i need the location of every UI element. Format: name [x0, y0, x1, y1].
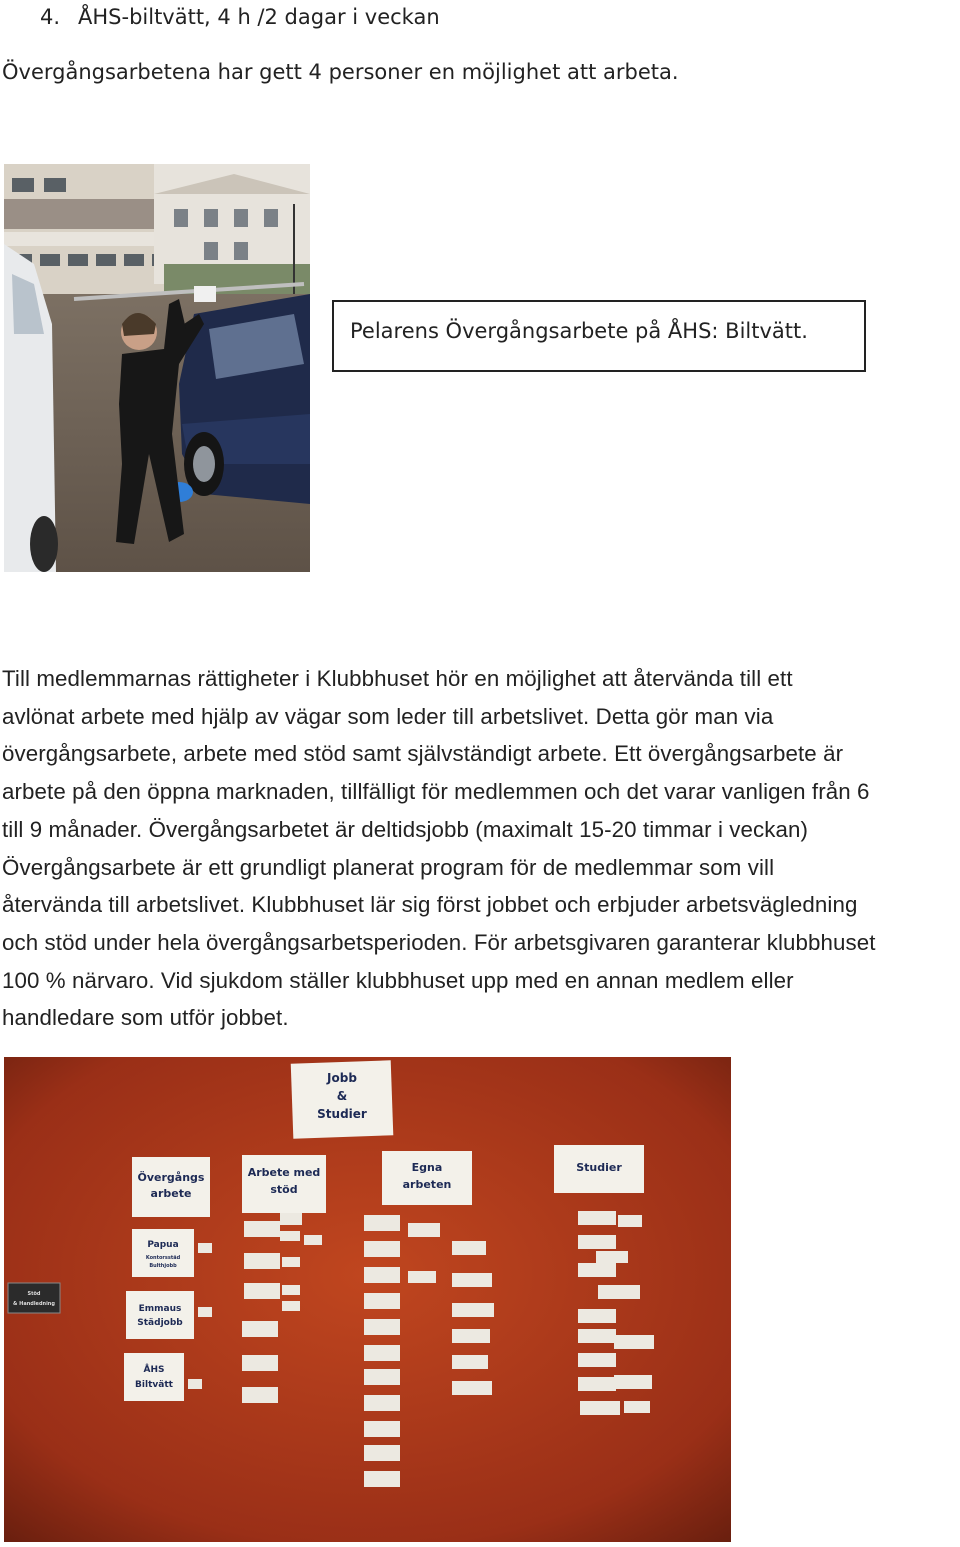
photo-caption-box: [332, 300, 866, 372]
board-card-line: Egna: [411, 1161, 443, 1174]
wall-board-photo: [4, 1057, 731, 1542]
paragraph-line: återvända till arbetslivet. Klubbhuset lär sig först jobbet och erbjuder arbetsvägledning: [2, 892, 858, 918]
board-card-line: Stöd: [27, 1291, 41, 1297]
board-header-overgangsarbete: [132, 1157, 210, 1217]
board-card-line: Kontorsstäd: [145, 1255, 181, 1261]
list-item-text: ÅHS-biltvätt, 4 h /2 dagar i veckan: [78, 5, 440, 29]
paragraph-line: arbete på den öppna marknaden, tillfälligt för medlemmen och det varar vanligen från 6: [2, 779, 870, 805]
board-card-line: ÅHS: [143, 1365, 165, 1375]
photo-caption: Pelarens Övergångsarbete på ÅHS: Biltvätt.: [350, 319, 808, 343]
board-header-studier: [554, 1145, 644, 1193]
board-card-line: Bulthjobb: [149, 1263, 177, 1269]
paragraph-line: till 9 månader. Övergångsarbetet är deltidsjobb (maximalt 15-20 timmar i veckan): [2, 816, 809, 842]
board-card-line: Studier: [576, 1161, 622, 1174]
paragraph-line: avlönat arbete med hjälp av vägar som leder till arbetslivet. Detta gör man via: [2, 703, 774, 729]
board-card-line: arbeten: [402, 1178, 452, 1191]
paragraph-line: Övergångsarbete är ett grundligt planerat program för de medlemmar som vill: [2, 854, 775, 880]
board-card-line: stöd: [270, 1183, 298, 1196]
board-card-line: Emmaus: [138, 1304, 182, 1314]
wall-board-illustration: [4, 1057, 731, 1542]
board-card-line: Städjobb: [137, 1318, 183, 1328]
board-card-line: arbete: [150, 1187, 192, 1200]
intro-text: Övergångsarbetena har gett 4 personer en möjlighet att arbeta.: [2, 60, 679, 84]
board-card-line: Studier: [317, 1107, 367, 1121]
board-card-line: Papua: [147, 1240, 179, 1250]
board-card-line: & Handledning: [13, 1301, 55, 1307]
board-card-line: Jobb: [327, 1071, 357, 1085]
board-card-line: Övergångs: [137, 1171, 205, 1184]
paragraph-line: handledare som utför jobbet.: [2, 1005, 289, 1031]
board-subcard-ahs-biltvatt: [124, 1353, 184, 1401]
list-number: 4.: [40, 5, 61, 29]
paragraph-line: och stöd under hela övergångsarbetsperioden. För arbetsgivaren garanterar klubbhuset: [2, 929, 876, 955]
board-card-line: Arbete med: [247, 1166, 321, 1179]
paragraph-line: 100 % närvaro. Vid sjukdom ställer klubbhuset upp med en annan medlem eller: [2, 967, 794, 993]
board-header-arbete-med-stod: [242, 1155, 326, 1213]
board-card-line: Biltvätt: [135, 1380, 173, 1390]
board-side-card: [8, 1283, 60, 1313]
paragraph-line: övergångsarbete, arbete med stöd samt självständigt arbete. Ett övergångsarbete är: [2, 741, 844, 767]
board-subcard-emmaus: [126, 1291, 194, 1339]
board-card-line: &: [336, 1089, 348, 1103]
car-wash-photo: [4, 164, 310, 572]
board-card-jobb-studier: [291, 1060, 394, 1138]
car-wash-illustration: [4, 164, 310, 572]
board-subcard-papua: [132, 1229, 194, 1277]
body-paragraph: [2, 660, 958, 1037]
paragraph-line: Till medlemmarnas rättigheter i Klubbhuset hör en möjlighet att återvända till ett: [2, 666, 793, 691]
board-header-egna-arbeten: [382, 1151, 472, 1205]
numbered-list-item: [40, 2, 440, 32]
